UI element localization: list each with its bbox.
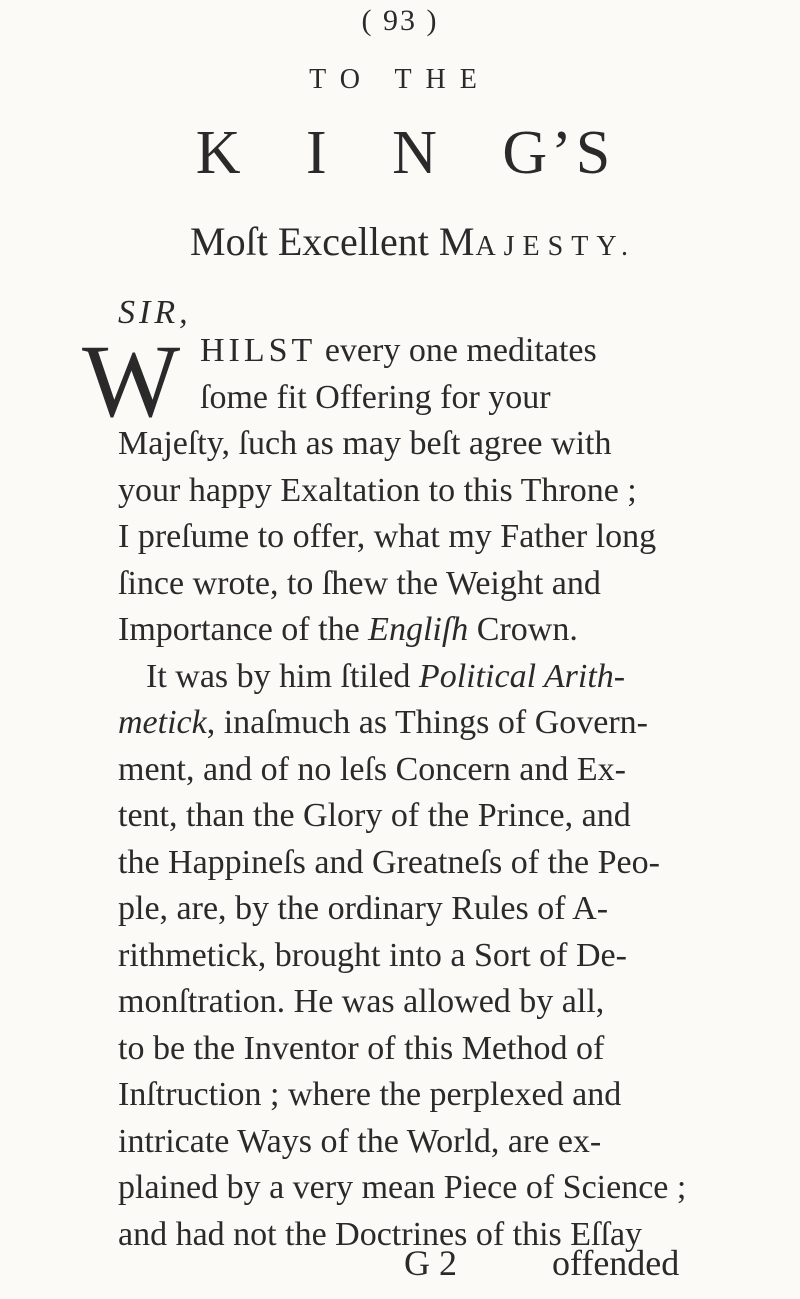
line-text: monſtration. He was allowed by all,: [118, 983, 605, 1020]
line-text: rithmetick, brought into a Sort of De-: [118, 936, 627, 974]
text-line: [200, 379, 551, 417]
line-italic: metick: [118, 704, 207, 741]
text-line: [118, 890, 608, 928]
line-text: It was by him ſtiled: [146, 657, 419, 695]
text-line: [118, 844, 660, 882]
line-text: ſince wrote, to ſhew the Weight and: [118, 564, 601, 602]
salutation: SIR,: [118, 294, 192, 331]
line-text: Majeſty, ſuch as may beſt agree with: [118, 425, 612, 462]
text-line: [118, 937, 627, 975]
text-line: [118, 565, 601, 603]
subtitle-majesty-small: AJESTY.: [475, 231, 636, 262]
text-line: [118, 472, 637, 510]
line-text: intricate Ways of the World, are ex-: [118, 1122, 602, 1160]
text-line: [200, 332, 597, 370]
text-line: [118, 1169, 686, 1207]
text-line: [118, 1030, 604, 1068]
text-line: [118, 1076, 621, 1114]
dedication-heading-to-the: TO THE: [309, 64, 491, 95]
text-line: [118, 425, 611, 463]
text-line: [118, 518, 656, 556]
line-text: ple, are, by the ordinary Rules of A-: [118, 890, 609, 927]
text-line: [118, 751, 626, 789]
subtitle-words: Moſt Excellent: [190, 219, 429, 264]
subtitle-majesty-cap: M: [438, 219, 476, 264]
line-italic: Political Arith-: [418, 657, 626, 695]
line-text: and had not the Doctrines of this Eſſay: [118, 1215, 643, 1253]
line-text: tent, than the Glory of the Prince, and: [118, 797, 631, 834]
text-line: [118, 704, 648, 742]
line-text: , inaſmuch as Things of Govern-: [206, 704, 649, 741]
line-text: ment, and of no leſs Concern and Ex-: [118, 750, 626, 788]
catchword: offended: [552, 1243, 680, 1283]
signature-mark: G 2: [404, 1243, 457, 1283]
line-text: Inſtruction ; where the perplexed and: [118, 1076, 622, 1113]
line-text: I preſume to offer, what my Father long: [118, 518, 657, 555]
line-text: Importance of the: [118, 611, 369, 648]
text-line: [118, 611, 578, 649]
line-text: HILST: [200, 332, 317, 369]
line-text: Crown.: [468, 611, 578, 648]
line-text: ſome fit Offering for your: [200, 378, 551, 416]
dedication-heading-kings: K I N G’S: [195, 119, 615, 187]
line-text: every one meditates: [316, 332, 597, 369]
text-line: [146, 658, 625, 696]
line-text: plained by a very mean Piece of Science ;: [118, 1169, 687, 1206]
text-line: [118, 797, 631, 835]
line-italic: Engliſh: [368, 611, 469, 648]
line-text: the Happineſs and Greatneſs of the Peo-: [118, 843, 660, 881]
line-text: to be the Inventor of this Method of: [118, 1029, 605, 1067]
page-number: ( 93 ): [361, 4, 439, 37]
drop-cap-letter: W: [82, 324, 181, 439]
text-line: [118, 1123, 601, 1161]
text-line: [118, 983, 604, 1021]
line-text: your happy Exaltation to this Throne ;: [118, 471, 637, 509]
